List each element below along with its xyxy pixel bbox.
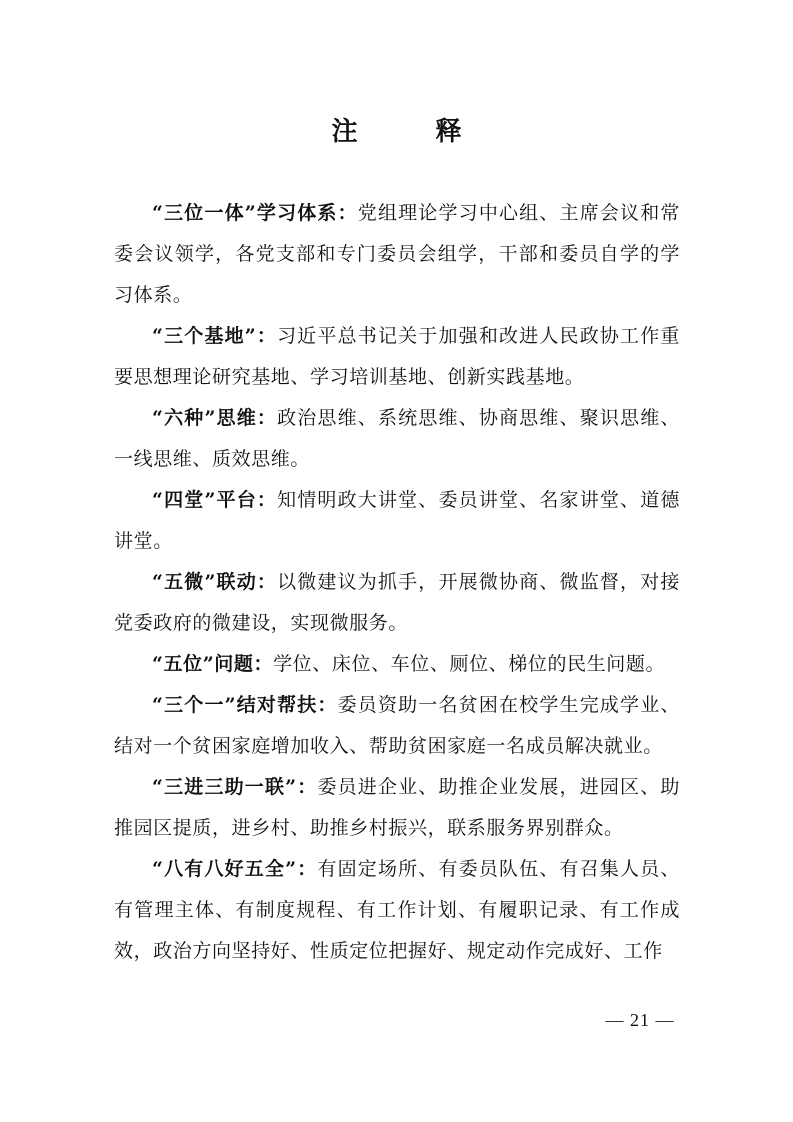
note-text: 委员资助一名贫困在校学生完成学业、结对一个贫困家庭增加收入、帮助贫困家庭一名成员解决就业。 [114,694,681,757]
note-term: “八有八好五全”： [152,858,318,880]
note-text: 学位、床位、车位、厕位、梯位的民生问题。 [273,653,666,675]
note-term: “五微”联动： [152,571,278,593]
note-text: 习近平总书记关于加强和改进人民政协工作重要思想理论研究基地、学习培训基地、创新实践基地。 [114,325,680,388]
note-item [114,316,680,398]
note-item [114,767,680,849]
note-item [114,644,680,685]
note-term: “三个一”结对帮扶： [152,694,338,716]
note-text: 以微建议为抓手，开展微协商、微监督，对接党委政府的微建设，实现微服务。 [114,571,680,634]
note-item [114,562,680,644]
note-text: 有固定场所、有委员队伍、有召集人员、有管理主体、有制度规程、有工作计划、有履职记录、有工作成效，政治方向坚持好、性质定位把握好、规定动作完成好、工作 [114,858,680,962]
note-text: 知情明政大讲堂、委员讲堂、名家讲堂、道德讲堂。 [114,489,680,552]
note-item [114,480,680,562]
notes-list [114,193,680,972]
note-term: “三进三助一联”： [152,776,318,798]
note-term: “三位一体”学习体系： [152,202,358,224]
page-title: 注 释 [331,117,488,147]
note-text: 委员进企业、助推企业发展，进园区、助推园区提质，进乡村、助推乡村振兴，联系服务界别群众。 [114,776,680,839]
page-number: — 21 — [605,1010,675,1030]
note-item [114,193,680,316]
note-item [114,398,680,480]
note-term: “三个基地”： [152,325,278,347]
note-text: 政治思维、系统思维、协商思维、聚识思维、一线思维、质效思维。 [114,407,680,470]
note-item [114,685,680,767]
note-term: “六种”思维： [152,407,278,429]
note-item [114,849,680,972]
note-term: “五位”问题： [152,653,274,675]
note-text: 党组理论学习中心组、主席会议和常委会议领学，各党支部和专门委员会组学，干部和委员自学的学习体系。 [114,202,680,306]
note-term: “四堂”平台： [152,489,278,511]
